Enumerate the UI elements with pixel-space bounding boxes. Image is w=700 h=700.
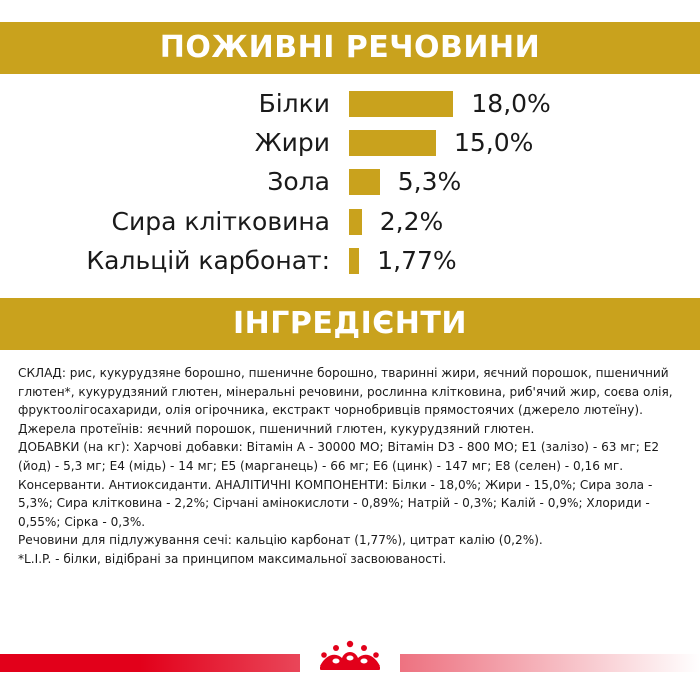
ingredients-text: СКЛАД: рис, кукурудзяне борошно, пшеничне борошно, тваринні жири, яєчний порошок, пшеничний глютен*, кукурудзяний глютен, мінеральні речовини, рослинна клітковина, риб'ячий жир, соєва олія, фруктоолігосахариди, олія огірочника, екстракт чорнобривців прямостоячих (джерело лютеїну). Джерела протеїнів: яєчний порошок, пшеничний глютен, кукурудзяний глютен. ДОБАВКИ (на кг): Харчові добавки: Вітамін А - 30000 МО; Вітамін D3 - 800 МО; E1 (залізо) - 63 мг; E2 (йод) - 5,3 мг; E4 (мідь) - 14 мг; E5 (марганець) - 66 мг; E6 (цинк) - 147 мг; E8 (селен) - 0,16 мг. Консерванти. Антиоксиданти. АНАЛІТИЧНІ КОМПОНЕНТИ: Білки - 18,0%; Жири - 15,0%; Сира зола - 5,3%; Сира клітковина - 2,2%; Сірчані амінокислоти - 0,89%; Натрій - 0,3%; Калій - 0,9%; Хлориди - 0,55%; Сірка - 0,3%. Речовини для підлужування сечі: кальцію карбонат (1,77%), цитрат калію (0,2%). *L.I.P. - білки, відібрані за принципом максимальної засвоюваності. [18, 366, 673, 566]
ingredients-title: ІНГРЕДІЄНТИ [233, 306, 467, 341]
nutrient-bar [349, 169, 380, 195]
nutrient-value: 2,2% [379, 206, 444, 236]
nutrient-value: 5,3% [397, 167, 462, 197]
nutrient-value: 1,77% [377, 245, 457, 275]
nutrient-name: Зола [267, 167, 330, 197]
nutrient-row [0, 204, 700, 240]
nutrient-name: Жири [254, 128, 330, 158]
nutrient-bar [349, 209, 362, 235]
nutrient-row [0, 164, 700, 200]
footer-logo [300, 636, 400, 676]
nutrients-title: ПОЖИВНІ РЕЧОВИНИ [159, 30, 541, 65]
nutrient-name: Кальцій карбонат: [86, 245, 330, 275]
nutrient-row [0, 243, 700, 279]
nutrients-banner [0, 22, 700, 74]
nutrient-bar [349, 130, 436, 156]
ingredients-banner [0, 298, 700, 350]
nutrient-row [0, 86, 700, 122]
nutrient-row [0, 125, 700, 161]
nutrient-bar [349, 91, 453, 117]
nutrient-value: 15,0% [454, 128, 534, 158]
royal-canin-crown-icon [300, 636, 400, 676]
nutrient-bar [349, 248, 359, 274]
nutrient-name: Сира клітковина [111, 206, 330, 236]
nutrient-name: Білки [258, 89, 330, 118]
nutrient-value: 18,0% [471, 89, 551, 118]
